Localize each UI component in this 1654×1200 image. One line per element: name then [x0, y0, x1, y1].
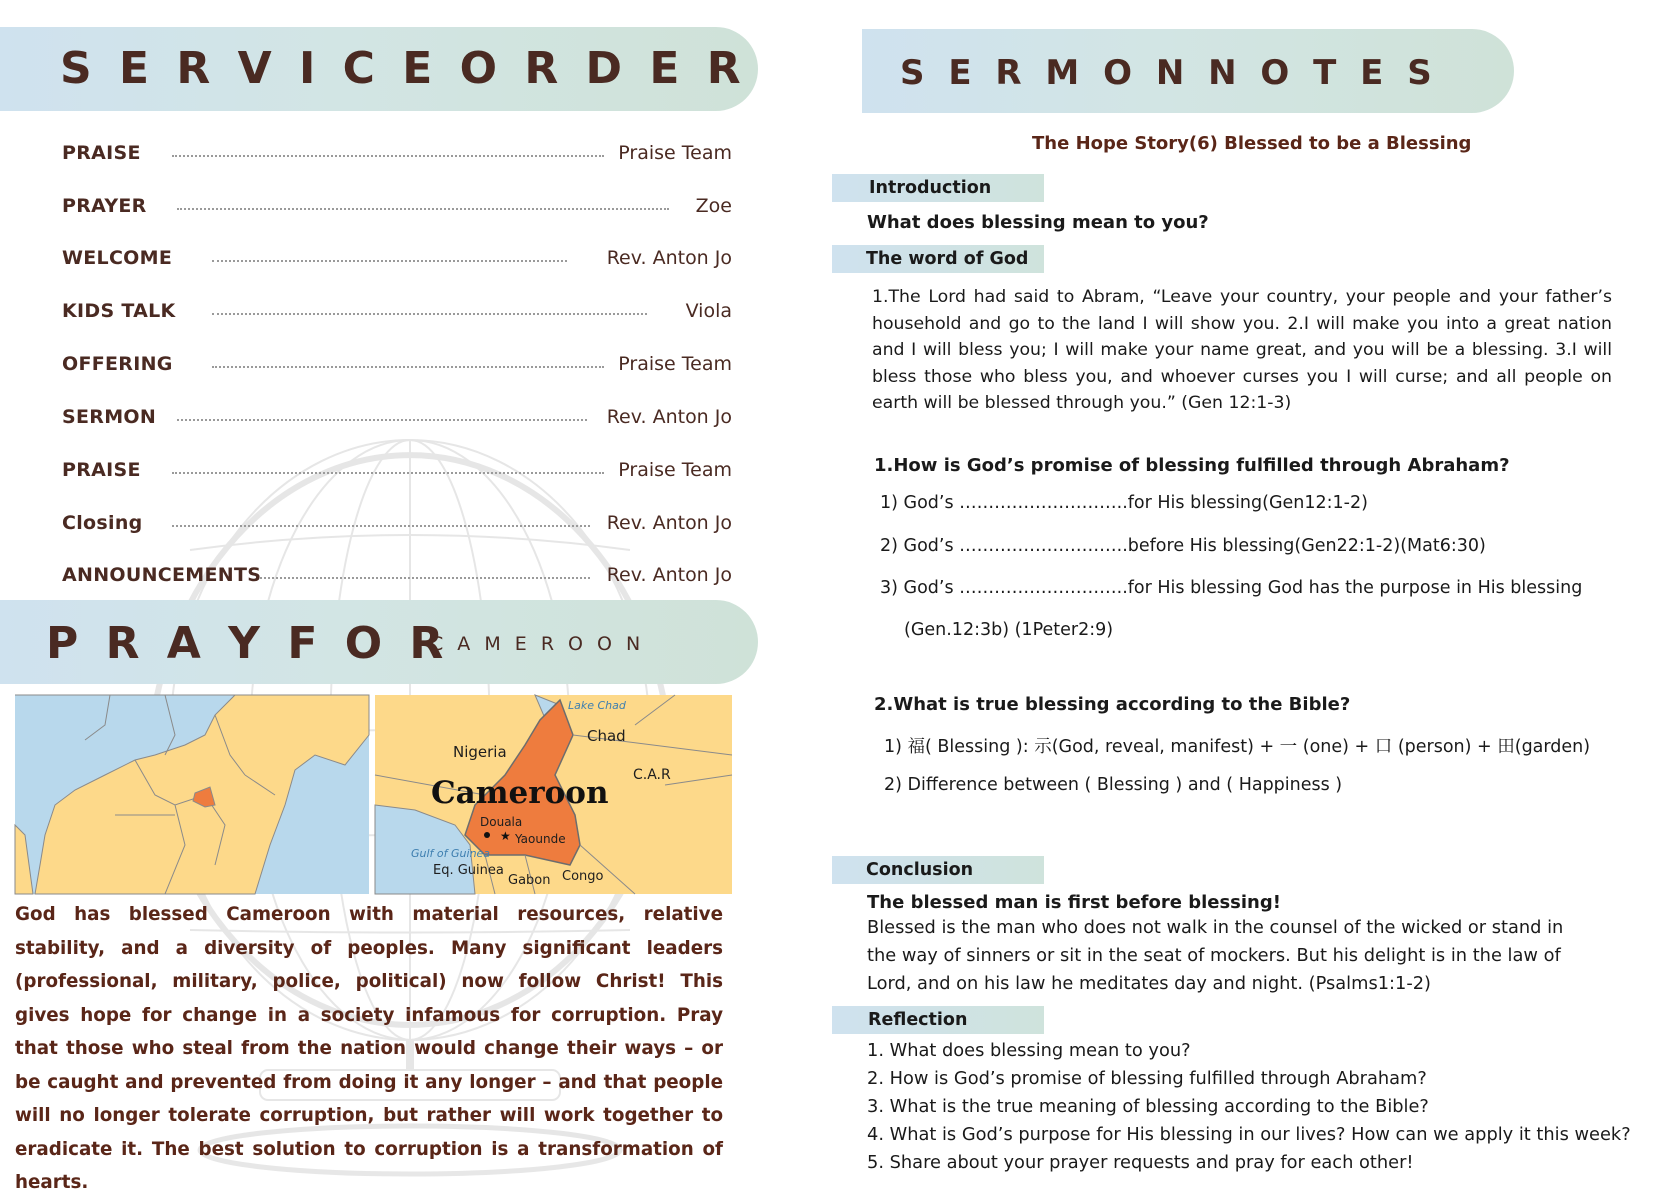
- service-item-leader: Rev. Anton Jo: [606, 247, 732, 269]
- service-item-leader: Praise Team: [618, 353, 732, 375]
- conclusion-tag-label: Conclusion: [866, 860, 974, 880]
- map-label-congo: Congo: [562, 869, 604, 884]
- dotted-leader: [172, 525, 590, 527]
- service-item-prayer: [62, 195, 732, 225]
- word-of-god-tag: [832, 245, 1044, 273]
- africa-map: [15, 695, 369, 894]
- reflection-item: 5. Share about your prayer requests and pray for each other!: [867, 1152, 1414, 1173]
- service-item-welcome: [62, 247, 732, 277]
- map-label-cameroon: Cameroon: [431, 775, 609, 811]
- pray-for-country: C A M E R O O N: [430, 633, 645, 655]
- sermon-subtitle: The Hope Story(6) Blessed to be a Blessing: [1032, 133, 1472, 154]
- svg-text:★: ★: [500, 829, 511, 843]
- question-1: 1.How is God’s promise of blessing fulfilled through Abraham?: [874, 455, 1510, 476]
- service-item-leader: Rev. Anton Jo: [606, 406, 732, 428]
- map-label-eq-guinea: Eq. Guinea: [433, 863, 504, 878]
- map-label-yaounde: Yaounde: [515, 832, 566, 846]
- reflection-item: 4. What is God’s purpose for His blessing in our lives? How can we apply it this week?: [867, 1124, 1631, 1145]
- reflection-tag: [832, 1006, 1044, 1034]
- map-label-douala: Douala: [480, 815, 523, 829]
- question-2-point-1: 1) 福( Blessing ): 示(God, reveal, manifest) + 一 (one) + 口 (person) + 田(garden): [884, 737, 1591, 757]
- dotted-leader: [212, 313, 647, 315]
- reflection-item: 1. What does blessing mean to you?: [867, 1040, 1191, 1061]
- dotted-leader: [177, 208, 669, 210]
- service-item-announcements: [62, 564, 732, 594]
- service-item-label: ANNOUNCEMENTS: [62, 564, 262, 586]
- service-item-leader: Praise Team: [618, 142, 732, 164]
- service-item-closing: [62, 512, 732, 542]
- sermon-notes-banner: [862, 29, 1514, 113]
- question-1-point-3: 3) God’s ………………………..for His blessing God has the purpose in His blessing: [880, 578, 1583, 598]
- dotted-leader: [260, 577, 590, 579]
- service-order-banner: [0, 27, 758, 111]
- service-item-praise-2: [62, 459, 732, 489]
- service-item-label: PRAISE: [62, 459, 141, 481]
- dotted-leader: [172, 155, 604, 157]
- dotted-leader: [212, 366, 604, 368]
- word-of-god-text: 1.The Lord had said to Abram, “Leave your country, your people and your father’s household and go to the land I will show you. 2.I will make you into a great nation and I will bless you; I will make your name great, and you will be a blessing. 3.I will bless those who bless you, and whoever curses you I will curse; and all people on earth will be blessed through you.” (Gen 12:1-3): [872, 287, 1612, 413]
- dotted-leader: [212, 260, 567, 262]
- service-item-kids-talk: [62, 300, 732, 330]
- intro-question: What does blessing mean to you?: [867, 212, 1209, 233]
- africa-map-graphic: [15, 695, 369, 894]
- reflection-list: [867, 1037, 1631, 1177]
- service-item-leader: Zoe: [695, 195, 732, 217]
- service-item-label: KIDS TALK: [62, 300, 176, 322]
- service-item-label: Closing: [62, 512, 143, 534]
- word-of-god-tag-label: The word of God: [866, 249, 1029, 269]
- question-1-point-1: 1) God’s ………………………..for His blessing(Gen12:1-2): [880, 493, 1368, 513]
- service-item-label: PRAYER: [62, 195, 147, 217]
- conclusion-body: Blessed is the man who does not walk in the counsel of the wicked or stand in the way of sinners or sit in the seat of mockers. But his delight is in the law of Lord, and on his law he meditates day and night. (Psalms1:1-2): [867, 917, 1564, 994]
- service-item-label: WELCOME: [62, 247, 173, 269]
- introduction-tag: [832, 174, 1044, 202]
- pray-for-text: God has blessed Cameroon with material resources, relative stability, and a diversity of peoples. Many significant leaders (professional, military, police, political) now follow Christ! This gives hope for change in a society infamous for corruption. Pray that those who steal from the nation would change their ways – or be caught and prevented from doing it any longer – and that people will no longer tolerate corruption, but rather will work together to eradicate it. The best solution to corruption is a transformation of hearts.: [15, 904, 723, 1193]
- service-item-sermon: [62, 406, 732, 436]
- map-label-nigeria: Nigeria: [453, 743, 507, 761]
- question-2-point-2: 2) Difference between ( Blessing ) and ( Happiness ): [884, 775, 1343, 795]
- conclusion-heading: The blessed man is first before blessing!: [867, 892, 1281, 913]
- reflection-item: 2. How is God’s promise of blessing fulfilled through Abraham?: [867, 1068, 1427, 1089]
- question-1-reference: (Gen.12:3b) (1Peter2:9): [904, 620, 1114, 640]
- dotted-leader: [177, 419, 587, 421]
- introduction-tag-label: Introduction: [869, 178, 992, 198]
- cameroon-map: [375, 695, 732, 894]
- service-item-label: SERMON: [62, 406, 157, 428]
- map-label-gabon: Gabon: [508, 873, 551, 888]
- question-1-point-2: 2) God’s ………………………..before His blessing(Gen22:1-2)(Mat6:30): [880, 536, 1486, 556]
- reflection-tag-label: Reflection: [868, 1010, 968, 1030]
- question-2: 2.What is true blessing according to the Bible?: [874, 694, 1351, 715]
- service-item-praise: [62, 142, 732, 172]
- service-order-title: S E R V I C E O R D E R: [60, 43, 747, 94]
- service-item-leader: Rev. Anton Jo: [606, 512, 732, 534]
- service-item-label: OFFERING: [62, 353, 173, 375]
- map-label-car: C.A.R: [633, 767, 671, 783]
- pray-for-banner: [0, 600, 758, 684]
- map-label-gulf-of-guinea: Gulf of Guinea: [411, 847, 491, 860]
- conclusion-tag: [832, 856, 1044, 884]
- map-label-lake-chad: Lake Chad: [568, 699, 626, 712]
- map-label-chad: Chad: [587, 727, 626, 745]
- sermon-notes-title: S E R M O N N O T E S: [900, 53, 1438, 93]
- pray-for-title: P R A Y F O R: [46, 618, 450, 669]
- service-item-leader: Viola: [685, 300, 732, 322]
- service-item-label: PRAISE: [62, 142, 141, 164]
- service-item-leader: Praise Team: [618, 459, 732, 481]
- reflection-item: 3. What is the true meaning of blessing according to the Bible?: [867, 1096, 1429, 1117]
- dotted-leader: [172, 472, 604, 474]
- service-item-leader: Rev. Anton Jo: [606, 564, 732, 586]
- service-item-offering: [62, 353, 732, 383]
